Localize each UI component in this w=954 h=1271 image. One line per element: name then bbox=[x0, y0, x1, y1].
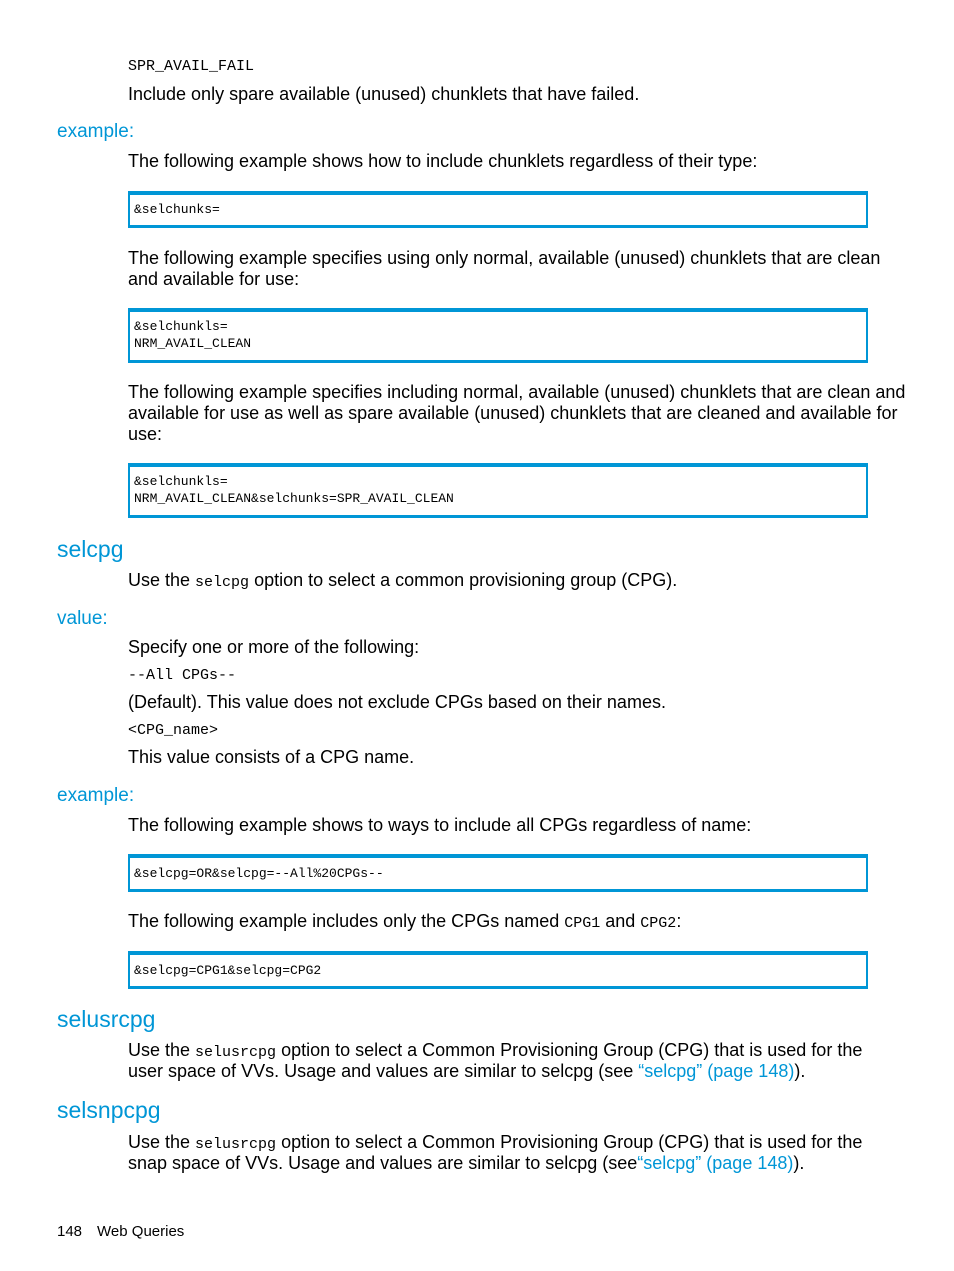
text-run: option to select a Common Provisioning Group (CPG) that is used for the bbox=[276, 1132, 863, 1152]
code-line: &selchunkls= bbox=[134, 474, 228, 489]
option-code: <CPG_name> bbox=[128, 722, 219, 739]
paragraph-line: The following example specifies including normal, available (unused) chunklets that are clean and bbox=[128, 382, 906, 402]
inline-code: selusrcpg bbox=[195, 1044, 277, 1061]
text-run: ). bbox=[793, 1153, 805, 1173]
section-heading-selusrcpg: selusrcpg bbox=[57, 1006, 156, 1032]
code-line: &selcpg=OR&selcpg=--All%20CPGs-- bbox=[134, 866, 384, 881]
paragraph-line: and available for use: bbox=[128, 269, 300, 289]
code-line: NRM_AVAIL_CLEAN bbox=[134, 336, 252, 351]
text-run: option to select a Common Provisioning Group (CPG) that is used for the bbox=[276, 1040, 863, 1060]
example-intro: The following example shows how to include chunklets regardless of their type: bbox=[128, 151, 758, 171]
inline-code: selusrcpg bbox=[195, 1136, 277, 1153]
code-line: NRM_AVAIL_CLEAN&selchunks=SPR_AVAIL_CLEAN bbox=[134, 491, 454, 506]
paragraph-line: use: bbox=[128, 424, 163, 444]
code-block bbox=[128, 951, 868, 989]
paragraph-line: available for use as well as spare available (unused) chunklets that are cleaned and available for bbox=[128, 403, 898, 423]
value-heading: value: bbox=[57, 608, 108, 629]
paragraph-line bbox=[128, 1132, 862, 1155]
inline-code: selcpg bbox=[195, 574, 250, 591]
selcpg-description bbox=[128, 570, 677, 593]
paragraph-line: The following example specifies using only normal, available (unused) chunklets that are clean bbox=[128, 248, 881, 268]
option-description: (Default). This value does not exclude CPGs based on their names. bbox=[128, 692, 666, 712]
footer-section-title: Web Queries bbox=[97, 1223, 185, 1240]
option-code: --All CPGs-- bbox=[128, 667, 237, 684]
code-block bbox=[128, 854, 868, 892]
value-intro: Specify one or more of the following: bbox=[128, 637, 420, 657]
selcpg-page-link[interactable]: “selcpg” (page 148) bbox=[638, 1061, 795, 1081]
inline-code: CPG1 bbox=[564, 915, 601, 932]
code-line: &selcpg=CPG1&selcpg=CPG2 bbox=[134, 963, 322, 978]
example-heading: example: bbox=[57, 121, 135, 142]
text-run: and bbox=[600, 911, 641, 931]
section-heading-selsnpcpg: selsnpcpg bbox=[57, 1097, 161, 1123]
text-run: option to select a common provisioning group (CPG). bbox=[249, 570, 678, 590]
text-run: snap space of VVs. Usage and values are similar to selcpg (see bbox=[128, 1153, 638, 1173]
option-code: SPR_AVAIL_FAIL bbox=[128, 58, 255, 75]
code-block bbox=[128, 191, 868, 228]
text-run: : bbox=[676, 911, 682, 931]
text-run: The following example includes only the CPGs named bbox=[128, 911, 565, 931]
page-number: 148 bbox=[57, 1223, 83, 1240]
selcpg-page-link[interactable]: “selcpg” (page 148) bbox=[637, 1153, 794, 1173]
example-intro: The following example shows to ways to include all CPGs regardless of name: bbox=[128, 815, 752, 835]
paragraph-line bbox=[128, 1040, 862, 1063]
example-heading: example: bbox=[57, 785, 135, 806]
code-block bbox=[128, 308, 868, 363]
paragraph-line bbox=[128, 1061, 805, 1082]
paragraph-line bbox=[128, 1153, 804, 1174]
text-run: ). bbox=[794, 1061, 806, 1081]
code-block bbox=[128, 463, 868, 518]
option-description: Include only spare available (unused) chunklets that have failed. bbox=[128, 84, 640, 104]
page-footer bbox=[57, 1223, 184, 1240]
example-intro bbox=[128, 911, 681, 934]
code-line: &selchunkls= bbox=[134, 319, 228, 334]
text-run: user space of VVs. Usage and values are similar to selcpg (see bbox=[128, 1061, 639, 1081]
inline-code: CPG2 bbox=[640, 915, 677, 932]
text-run: Use the bbox=[128, 1132, 196, 1152]
code-line: &selchunks= bbox=[134, 202, 220, 217]
text-run: Use the bbox=[128, 1040, 196, 1060]
text-run: Use the bbox=[128, 570, 196, 590]
section-heading-selcpg: selcpg bbox=[57, 536, 124, 562]
option-description: This value consists of a CPG name. bbox=[128, 747, 415, 767]
